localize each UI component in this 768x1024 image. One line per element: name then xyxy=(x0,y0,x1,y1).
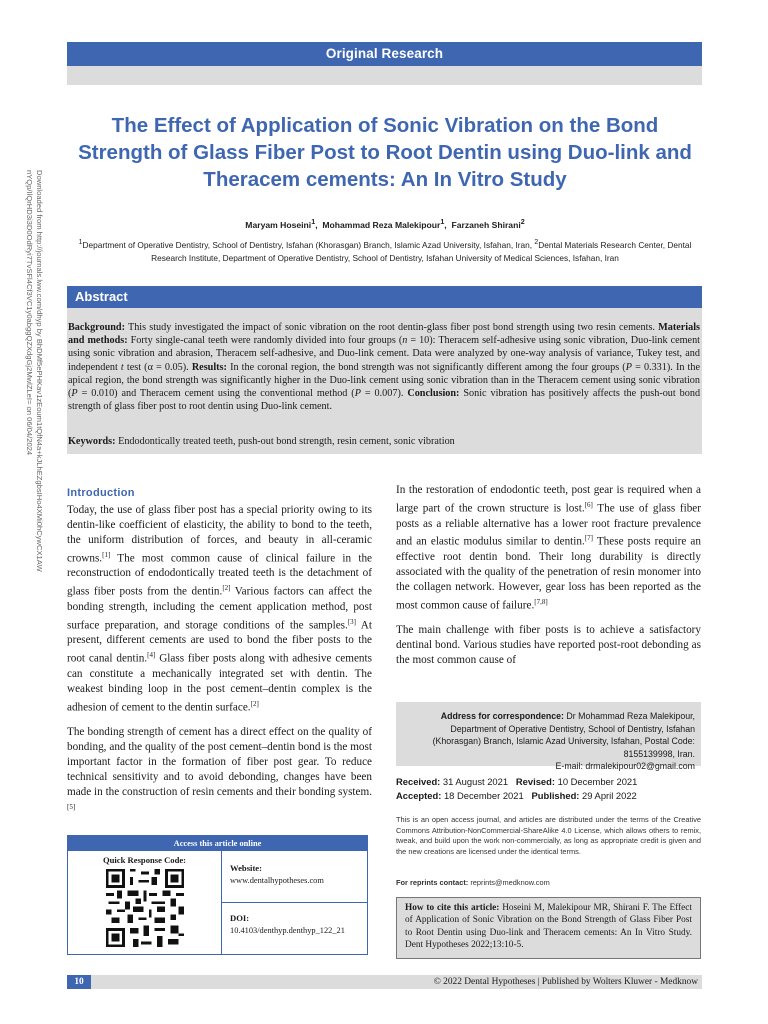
author-affiliation-mark: 1 xyxy=(311,218,316,226)
methods-label: Materials and methods: xyxy=(68,322,700,347)
received-date: 31 August 2021 xyxy=(442,776,509,787)
affiliations xyxy=(70,236,700,265)
conclusion-text: Sonic vibration has positively affects the push-out bond strength of glass fiber post to root dentin using Duo-link cement. xyxy=(68,388,701,413)
intro-paragraph-1: Today, the use of glass fiber post has a special priority owing to its dentin-like coefficient of elasticity, the ability to bond to the teeth, the uniform distribution of forces, and beauty in all-ceramic crowns.[1] The most common cause of clinical failure in the reconstruction of endodontically treated teeth is the detachment of glass fiber posts from the dentin.[2] Various factors can affect the bonding strength, including the cement application method, post surface preparation, and storage conditions of the samples.[3] At present, different cements are used to bond the fiber posts to the root canal dentin.[4] Glass fiber posts along with adhesive cements can constitute a mechanically integrated set with dentin. The weakest binding loop in the post cement–dentin complex is the adhesion of cement to the dentin surface.[2] xyxy=(67,503,372,714)
revised-date: 10 December 2021 xyxy=(557,776,638,787)
results-text: = 0.331). In the apical region, the bond strength was significantly higher in the Duo-link cement using sonic vibration than in the Theracem cement using sonic vibration ( xyxy=(68,361,701,400)
correspondence-label: Address for correspondence: xyxy=(440,711,564,721)
citation-ref[interactable]: [2] xyxy=(222,584,231,593)
keywords xyxy=(68,435,700,448)
right-column xyxy=(396,483,701,678)
received-label: Received: xyxy=(396,776,441,787)
intro-paragraph-4: The main challenge with fiber posts is to achieve a satisfactory dentinal bond. Various studies have reported post-root debonding as the most common cause of xyxy=(396,624,701,667)
access-header: Access this article online xyxy=(68,836,367,851)
access-online-box xyxy=(67,835,368,955)
intro-paragraph-2: The bonding strength of cement has a direct effect on the quality of bonding, and the quality of the post cement–dentin bond is the most important factor in the formation of fiber post gear. To reduce technical sensitivity and to avoid debonding, changes have been made in the construction of resin cements and their bonding system.[5] xyxy=(67,726,372,811)
citation-ref[interactable]: [7,8] xyxy=(534,597,548,606)
published-date: 29 April 2022 xyxy=(582,790,637,801)
background-text: This study investigated the impact of sonic vibration on the root dentin-glass fiber post bond strength using two resin cements. xyxy=(127,322,655,333)
page-number: 10 xyxy=(67,975,91,989)
website-label: Website: xyxy=(230,863,262,873)
publisher-line: © 2022 Dental Hypotheses | Published by Wolters Kluwer - Medknow xyxy=(433,977,698,987)
citation-ref[interactable]: [4] xyxy=(147,651,156,660)
article-title: The Effect of Application of Sonic Vibration on the Bond Strength of Glass Fiber Post to Root Dentin using Duo-link and Theracem cements: An In Vitro Study xyxy=(78,114,692,191)
background-label: Background: xyxy=(68,322,125,333)
doi-label: DOI: xyxy=(230,913,250,923)
doi-link[interactable]: 10.4103/denthyp.denthyp_122_21 xyxy=(230,926,345,935)
citation-ref[interactable]: [5] xyxy=(67,802,76,811)
results-symbol: P xyxy=(354,388,361,400)
download-watermark xyxy=(22,170,44,640)
affiliation-number: 1 xyxy=(78,239,83,246)
watermark-line-1: Downloaded from http://journals.lww.com/dhyp by BhDMf5ePHKav1zEoum1tQfN4a+kJLhEZgbsIHo4XMi0hCywCX1AW xyxy=(35,170,44,572)
author-name: Maryam Hoseini xyxy=(245,219,312,230)
citation-ref[interactable]: [1] xyxy=(102,550,111,559)
author-affiliation-mark: 2 xyxy=(520,218,525,226)
license-text: This is an open access journal, and articles are distributed under the terms of the Creative Commons Attribution-NonCommercial-ShareAlike 4.0 License, which allows others to remix, tweak, and build upon the work non-commercially, as long as appropriate credit is given and the new creations are licensed under the identical terms. xyxy=(396,815,701,856)
results-text: = 0.010) and Theracem cement using the conventional method ( xyxy=(77,388,355,400)
results-symbol: P xyxy=(625,361,632,373)
affiliation-2: Dental Materials Research Center, Dental Research Institute, Department of Operative Dentistry, School of Dentistry, Isfahan University of Medical Sciences, Isfahan, Iran xyxy=(151,239,692,263)
published-label: Published: xyxy=(531,790,580,801)
citation-ref[interactable]: [6] xyxy=(584,500,593,509)
cite-label: How to cite this article: xyxy=(405,903,500,913)
page-footer xyxy=(67,975,702,989)
methods-symbol: n xyxy=(402,335,408,347)
banner-underbar xyxy=(67,66,702,85)
watermark-line-2: nYQp/IlQrHD3i3D0OdRyi7TvSFl4Cf3VC1y0abggQZXdgGj2MwlZLeI= on 06/04/2024 xyxy=(25,170,34,456)
correspondence-box xyxy=(396,702,701,772)
reprints-email[interactable]: reprints@medknow.com xyxy=(470,878,550,887)
article-type-banner: Original Research xyxy=(67,42,702,66)
revised-label: Revised: xyxy=(515,776,555,787)
abstract-heading: Abstract xyxy=(67,286,702,308)
correspondence-email[interactable]: E-mail: drmalekipour02@gmail.com xyxy=(555,761,695,772)
reprints-contact xyxy=(396,878,701,887)
methods-text: test (α = 0.05). xyxy=(123,361,189,373)
author-name: Farzaneh Shirani xyxy=(451,219,521,230)
methods-text: Forty single-canal teeth were randomly divided into four groups ( xyxy=(130,335,403,347)
reprints-label: For reprints contact: xyxy=(396,878,469,887)
accepted-date: 18 December 2021 xyxy=(443,790,524,801)
affiliation-number: 2 xyxy=(534,239,539,246)
results-text: In the coronal region, the bond strength was not significantly different among the four groups ( xyxy=(230,361,626,373)
article-dates xyxy=(396,775,701,803)
methods-text: = 10): Theracem self-adhesive using sonic vibration, Duo-link cement using sonic vibration and abrasion, Theracem self-adhesive, and Duo-link cement. Data were analyzed by one-way analysis of variance, Tukey test, and independent xyxy=(68,335,700,373)
author-list: Maryam Hoseini$^1$, Mohammad Reza Malekipour$^1$, Farzaneh Shirani$^2$ xyxy=(245,218,525,230)
website-cell xyxy=(222,851,367,903)
results-text: = 0.007). xyxy=(360,388,404,400)
author-name: Mohammad Reza Malekipour xyxy=(322,219,441,230)
affiliation-1: Department of Operative Dentistry, School of Dentistry, Isfahan (Khorasgan) Branch, Islamic Azad University, Isfahan, Iran, xyxy=(82,239,535,250)
qr-cell xyxy=(68,851,222,955)
results-symbol: P xyxy=(71,388,78,400)
accepted-label: Accepted: xyxy=(396,790,442,801)
results-label: Results: xyxy=(191,361,227,373)
conclusion-label: Conclusion: xyxy=(407,388,460,400)
website-link[interactable]: www.dentalhypotheses.com xyxy=(230,876,324,885)
qr-code-icon[interactable] xyxy=(106,869,184,947)
introduction-heading: Introduction xyxy=(67,487,135,499)
methods-symbol: t xyxy=(120,361,124,373)
abstract-text xyxy=(68,321,700,413)
citation-box xyxy=(396,897,701,959)
doi-cell xyxy=(222,903,367,955)
cite-text: Hoseini M, Malekipour MR, Shirani F. The Effect of Application of Sonic Vibration on the Bond Strength of Glass Fiber Post to Root Dentin using Duo-link and Theracem cements: An In Vitro Study. Dent Hypotheses 2022;13:10-5. xyxy=(405,903,692,951)
left-column xyxy=(67,486,372,829)
correspondence-address: Dr Mohammad Reza Malekipour, Department of Operative Dentistry, School of Dentistry, Isfahan (Khorasgan) Branch, Islamic Azad University, Isfahan, Postal Code: 8155139998, Iran. xyxy=(432,711,695,759)
author-affiliation-mark: 1 xyxy=(440,218,445,226)
intro-paragraph-3: In the restoration of endodontic teeth, post gear is required when a large part of the crown structure is lost.[6] The use of glass fiber posts as a reliable alternative has a lower root fracture prevalence and an elastic modulus similar to dentin.[7] These posts require an effective root dentin bond. Their long durability is directly associated with the quality of the penetration of resin monomer into the collagen network. However, gear loss has been reported as the most common cause of failure.[7,8] xyxy=(396,484,701,612)
citation-ref[interactable]: [7] xyxy=(584,534,593,543)
citation-ref[interactable]: [3] xyxy=(347,617,356,626)
qr-label: Quick Response Code: xyxy=(102,855,187,865)
keywords-label: Keywords: xyxy=(68,436,116,447)
citation-ref[interactable]: [2] xyxy=(250,699,259,708)
keywords-text: Endodontically treated teeth, push-out bond strength, resin cement, sonic vibration xyxy=(118,436,455,447)
